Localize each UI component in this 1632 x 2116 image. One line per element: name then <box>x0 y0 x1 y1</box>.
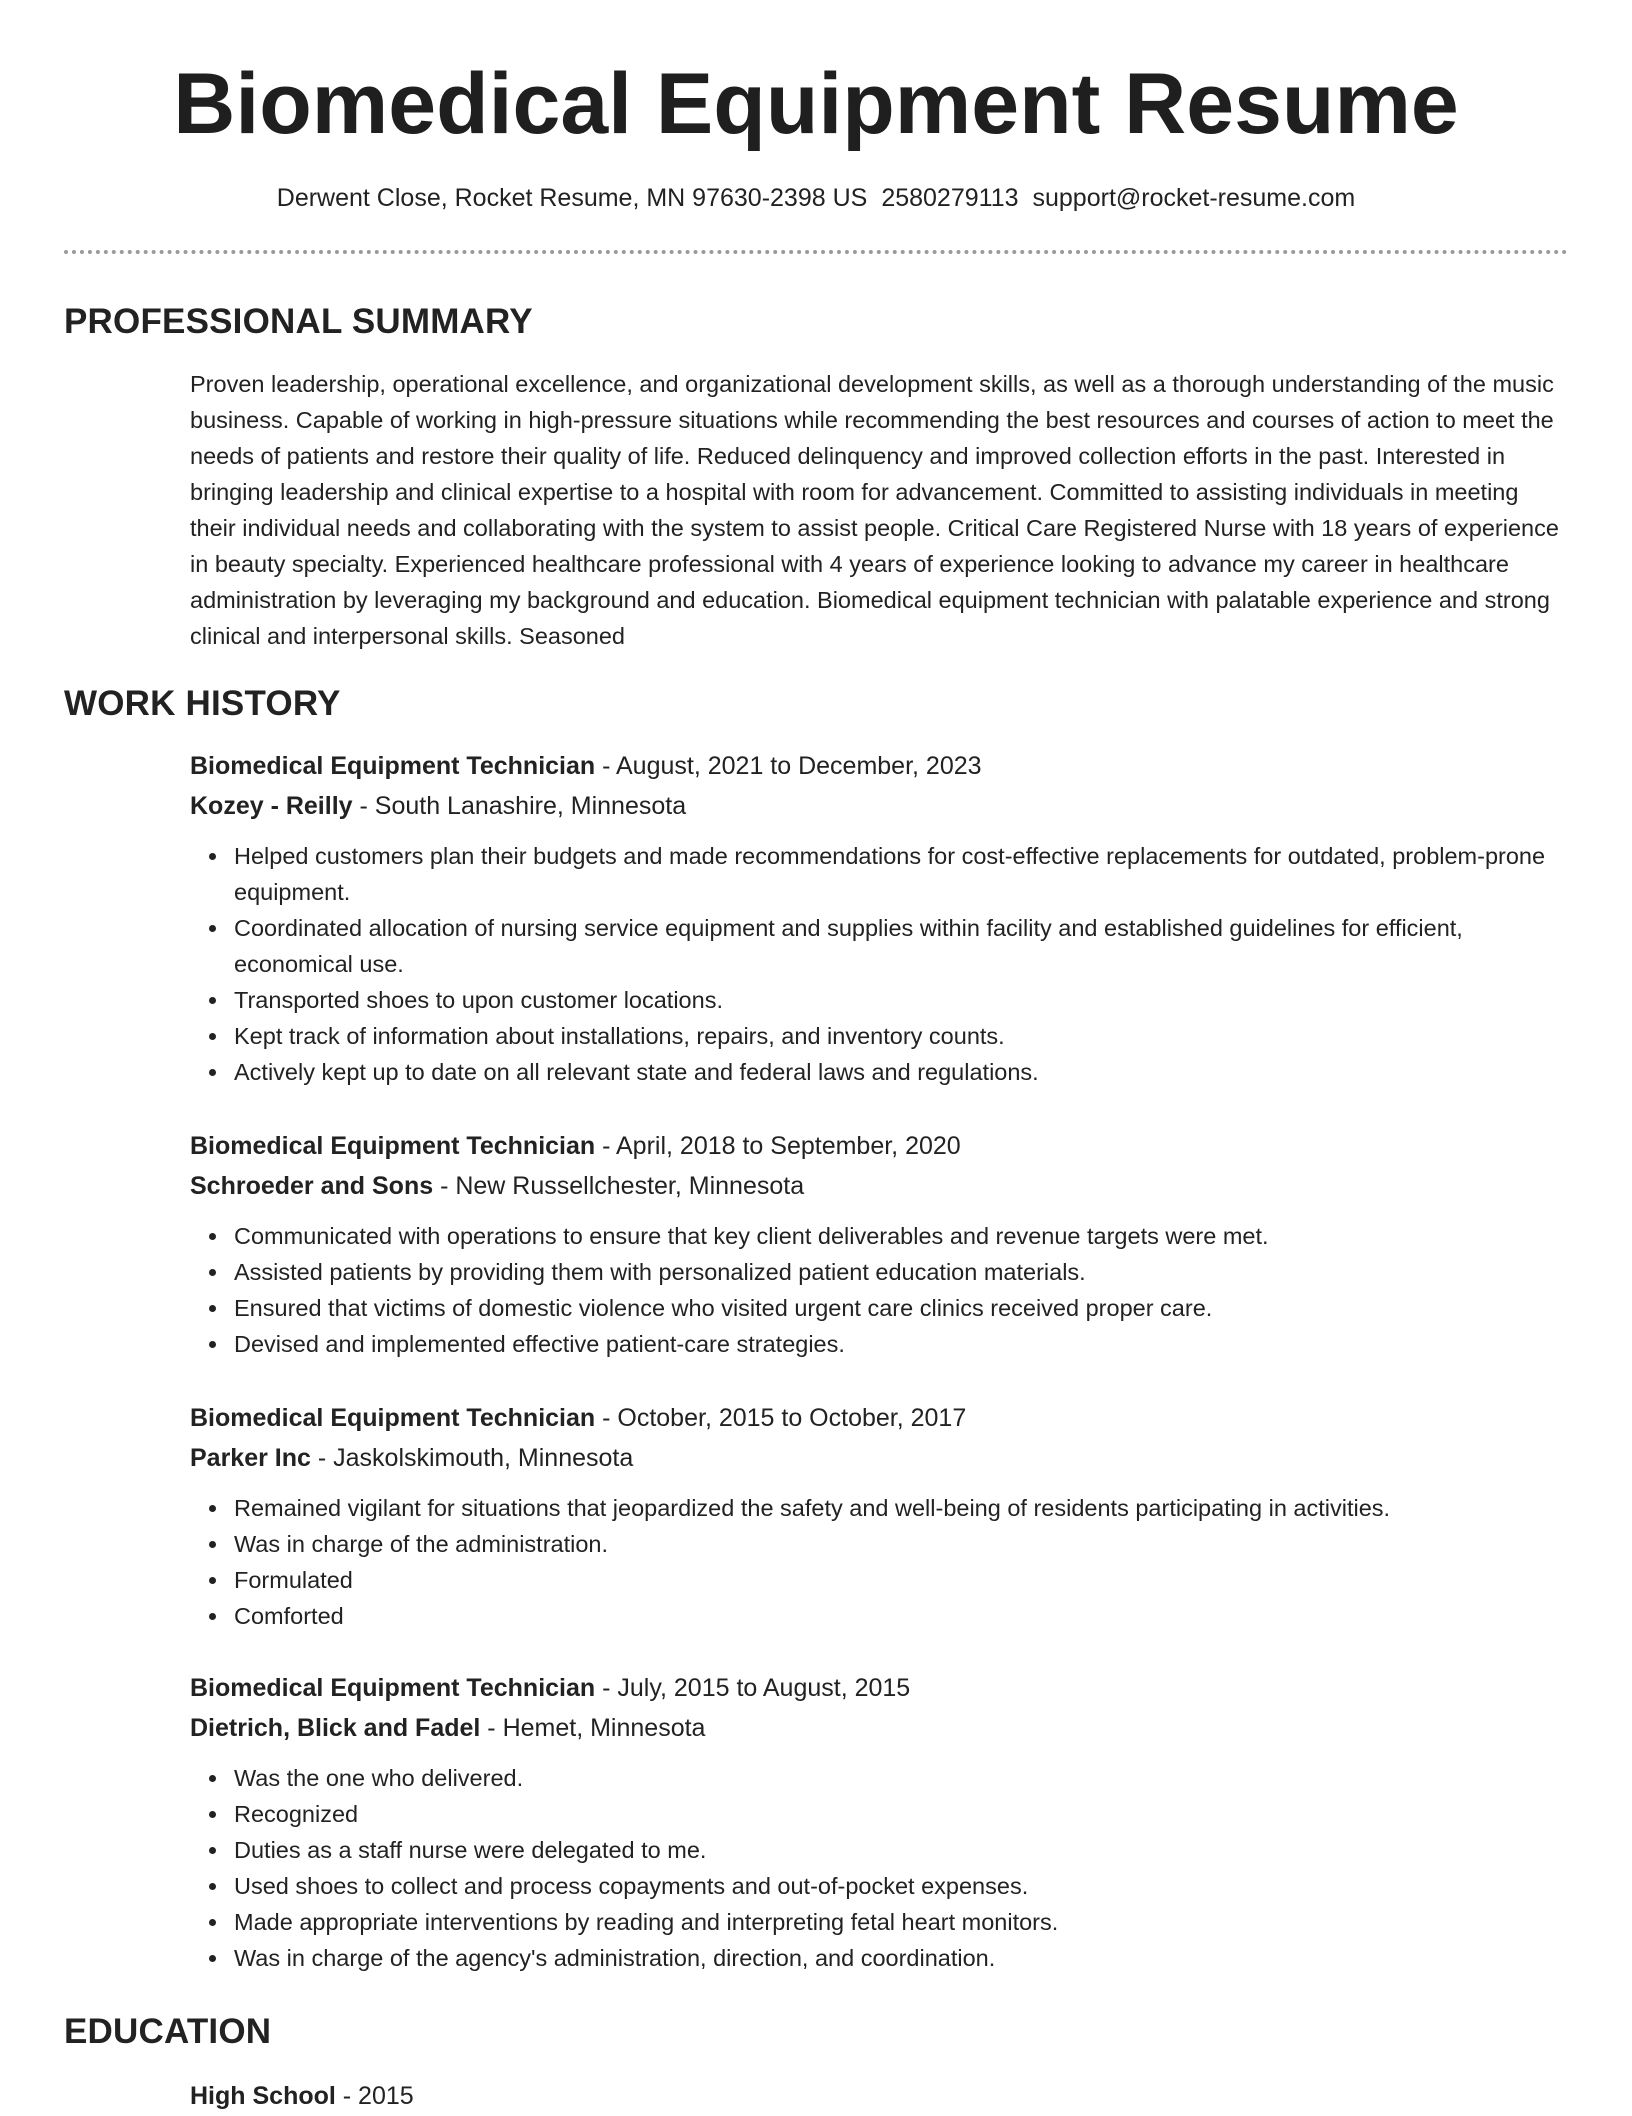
education-entry <box>190 2076 414 2116</box>
list-item: Made appropriate interventions by reading and interpreting fetal heart monitors. <box>234 1904 1570 1940</box>
job-entry <box>190 1126 1570 1362</box>
job-bullets <box>190 1490 1570 1634</box>
list-item: Recognized <box>234 1796 1570 1832</box>
list-item: Coordinated allocation of nursing service equipment and supplies within facility and established guidelines for efficient, economical use. <box>234 910 1570 982</box>
education-degree: High School <box>190 2082 336 2110</box>
list-item: Formulated <box>234 1562 1570 1598</box>
list-item: Actively kept up to date on all relevant state and federal laws and regulations. <box>234 1054 1570 1090</box>
section-title-work-history: WORK HISTORY <box>64 684 341 723</box>
job-entry <box>190 1668 1570 1976</box>
education-year: - 2015 <box>335 2082 414 2110</box>
list-item: Was the one who delivered. <box>234 1760 1570 1796</box>
resume-title: Biomedical Equipment Resume <box>173 56 1459 152</box>
job-company-line <box>190 1438 1570 1478</box>
job-title-line <box>190 746 1570 786</box>
list-item: Duties as a staff nurse were delegated to me. <box>234 1832 1570 1868</box>
job-entry <box>190 746 1570 1090</box>
job-dates: - August, 2021 to December, 2023 <box>595 752 982 780</box>
professional-summary: Proven leadership, operational excellence, and organizational development skills, as well as a thorough understanding of the music business. Capable of working in high-pressure situations while recommending the best resources and courses of action to meet the needs of patients and restore their quality of life. Reduced delinquency and improved collection efforts in the past. Interested in bringing leadership and clinical expertise to a hospital with room for advancement. Committed to assisting individuals in meeting their individual needs and collaborating with the system to assist people. Critical Care Registered Nurse with 18 years of experience in beauty specialty. Experienced healthcare professional with 4 years of experience looking to advance my career in healthcare administration by leveraging my background and education. Biomedical equipment technician with palatable experience and strong clinical and interpersonal skills. Seasoned <box>190 371 1559 649</box>
job-location: - South Lanashire, Minnesota <box>352 792 687 820</box>
list-item: Comforted <box>234 1598 1570 1634</box>
job-title: Biomedical Equipment Technician <box>190 1404 596 1432</box>
job-bullets <box>190 1760 1570 1976</box>
list-item: Communicated with operations to ensure that key client deliverables and revenue targets were met. <box>234 1218 1570 1254</box>
job-bullets <box>190 1218 1570 1362</box>
job-title-line <box>190 1668 1570 1708</box>
contact-line <box>0 180 1632 216</box>
list-item: Assisted patients by providing them with personalized patient education materials. <box>234 1254 1570 1290</box>
list-item: Was in charge of the administration. <box>234 1526 1570 1562</box>
job-bullets <box>190 838 1570 1090</box>
job-title: Biomedical Equipment Technician <box>190 1132 596 1160</box>
list-item: Remained vigilant for situations that jeopardized the safety and well-being of residents participating in activities. <box>234 1490 1570 1526</box>
job-title-line <box>190 1126 1570 1166</box>
list-item: Devised and implemented effective patient-care strategies. <box>234 1326 1570 1362</box>
job-dates: - October, 2015 to October, 2017 <box>595 1404 967 1432</box>
job-title: Biomedical Equipment Technician <box>190 752 596 780</box>
section-title-education: EDUCATION <box>64 2012 272 2051</box>
list-item: Used shoes to collect and process copayments and out-of-pocket expenses. <box>234 1868 1570 1904</box>
list-item: Helped customers plan their budgets and made recommendations for cost-effective replacements for outdated, problem-prone equipment. <box>234 838 1570 910</box>
list-item: Was in charge of the agency's administration, direction, and coordination. <box>234 1940 1570 1976</box>
job-location: - New Russellchester, Minnesota <box>433 1172 805 1200</box>
list-item: Ensured that victims of domestic violence who visited urgent care clinics received proper care. <box>234 1290 1570 1326</box>
job-location: - Hemet, Minnesota <box>480 1714 706 1742</box>
job-company: Kozey - Reilly <box>190 792 353 820</box>
contact-email[interactable]: support@rocket-resume.com <box>1032 184 1356 212</box>
job-company-line <box>190 786 1570 826</box>
job-company-line <box>190 1708 1570 1748</box>
list-item: Kept track of information about installations, repairs, and inventory counts. <box>234 1018 1570 1054</box>
job-dates: - April, 2018 to September, 2020 <box>595 1132 961 1160</box>
contact-phone: 2580279113 <box>881 184 1019 212</box>
list-item: Transported shoes to upon customer locations. <box>234 982 1570 1018</box>
contact-address: Derwent Close, Rocket Resume, MN 97630-2398 US <box>276 184 868 212</box>
job-title: Biomedical Equipment Technician <box>190 1674 596 1702</box>
job-company: Schroeder and Sons <box>190 1172 434 1200</box>
job-company: Parker Inc <box>190 1444 311 1472</box>
job-company: Dietrich, Blick and Fadel <box>190 1714 481 1742</box>
job-dates: - July, 2015 to August, 2015 <box>595 1674 911 1702</box>
header-divider <box>64 250 1568 254</box>
job-location: - Jaskolskimouth, Minnesota <box>310 1444 634 1472</box>
job-company-line <box>190 1166 1570 1206</box>
job-title-line <box>190 1398 1570 1438</box>
job-entry <box>190 1398 1570 1634</box>
section-title-summary: PROFESSIONAL SUMMARY <box>64 302 533 341</box>
